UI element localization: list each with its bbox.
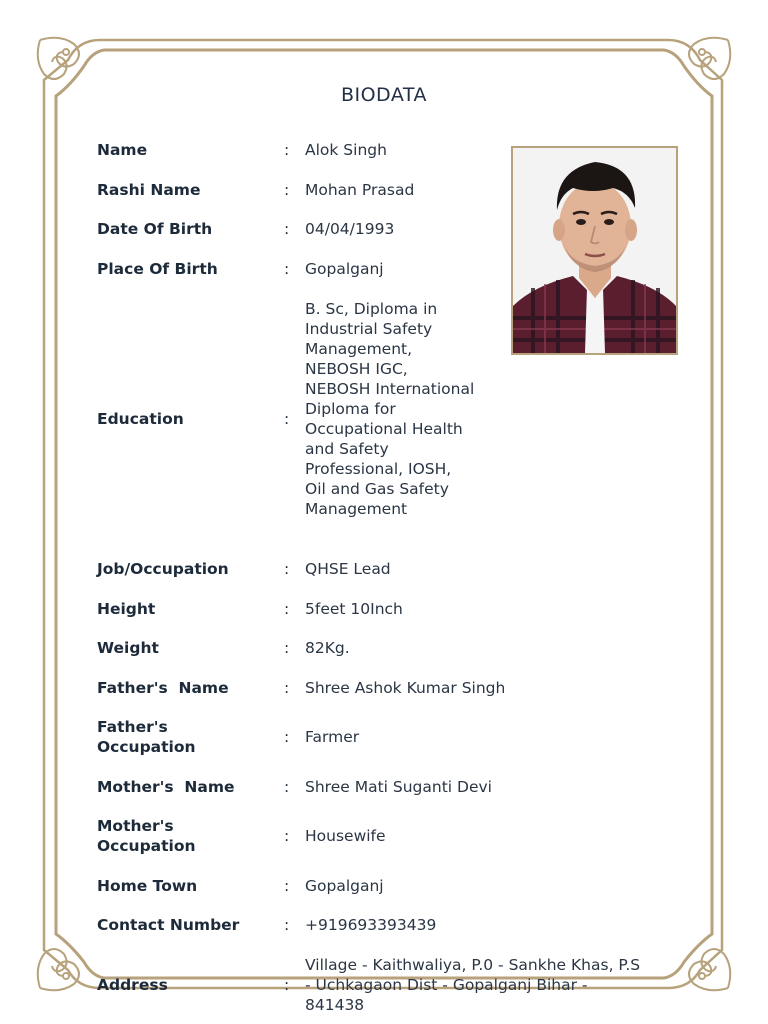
field-colon: :: [284, 410, 290, 428]
field-colon: :: [284, 877, 290, 895]
field-colon: :: [284, 679, 290, 697]
field-colon: :: [284, 976, 290, 994]
field-colon: :: [284, 778, 290, 796]
field-value: 04/04/1993: [305, 220, 395, 238]
field-value: 5feet 10Inch: [305, 600, 403, 618]
profile-photo: [511, 146, 678, 355]
field-value: B. Sc, Diploma in Industrial Safety Management, NEBOSH IGC, NEBOSH International Diploma for Occupational Health and Safety Professional, IOSH, Oil and Gas Safety Management: [305, 300, 475, 518]
field-colon: :: [284, 728, 290, 746]
field-label: Weight: [97, 639, 159, 657]
corner-ornament-bottom-right-icon: [689, 949, 730, 990]
field-value: +919693393439: [305, 916, 437, 934]
field-colon: :: [284, 639, 290, 657]
field-label: Job/Occupation: [97, 560, 229, 578]
field-label: Place Of Birth: [97, 260, 218, 278]
field-label: Address: [97, 976, 168, 994]
field-colon: :: [284, 600, 290, 618]
field-label: Rashi Name: [97, 181, 201, 199]
field-value: Village - Kaithwaliya, P.0 - Sankhe Khas, P.S - Uchkagaon Dist - Gopalganj Bihar - 841438: [305, 956, 641, 1014]
field-label: Contact Number: [97, 916, 240, 934]
field-value: Gopalganj: [305, 260, 384, 278]
field-label: Father's Occupation: [97, 718, 196, 756]
field-label: Father's Name: [97, 679, 229, 697]
field-colon: :: [284, 141, 290, 159]
field-value: Gopalganj: [305, 877, 384, 895]
field-colon: :: [284, 560, 290, 578]
field-colon: :: [284, 220, 290, 238]
field-label: Mother's Occupation: [97, 817, 196, 855]
corner-ornament-bottom-left-icon: [38, 949, 79, 990]
corner-ornament-top-right-icon: [689, 38, 730, 79]
field-label: Education: [97, 410, 184, 428]
portrait-icon: [513, 148, 676, 353]
field-value: Farmer: [305, 728, 360, 746]
field-value: Shree Ashok Kumar Singh: [305, 679, 506, 697]
page-title: BIODATA: [340, 84, 428, 106]
field-label: Home Town: [97, 877, 198, 895]
field-label: Mother's Name: [97, 778, 235, 796]
field-colon: :: [284, 260, 290, 278]
field-label: Name: [97, 141, 148, 159]
field-value: Alok Singh: [305, 141, 387, 159]
field-value: Shree Mati Suganti Devi: [305, 778, 492, 796]
field-colon: :: [284, 916, 290, 934]
corner-ornament-top-left-icon: [38, 38, 79, 79]
field-colon: :: [284, 827, 290, 845]
field-value: 82Kg.: [305, 639, 350, 657]
field-value: Mohan Prasad: [305, 181, 415, 199]
field-value: Housewife: [305, 827, 386, 845]
field-label: Date Of Birth: [97, 220, 213, 238]
field-colon: :: [284, 181, 290, 199]
field-label: Height: [97, 600, 156, 618]
field-value: QHSE Lead: [305, 560, 391, 578]
